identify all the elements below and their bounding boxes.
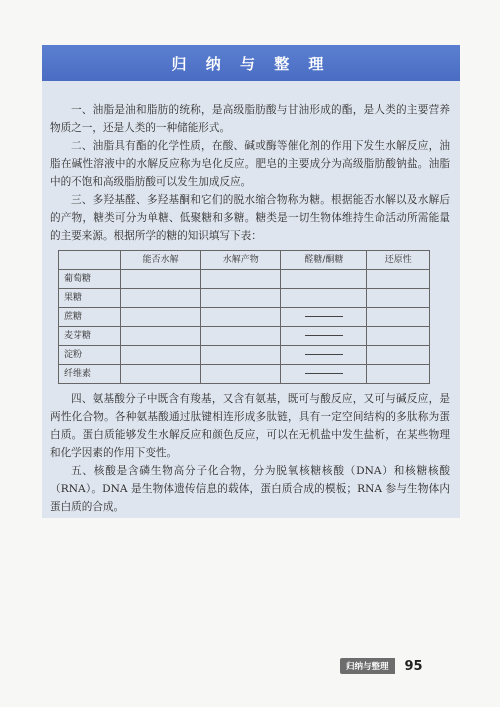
table-row xyxy=(59,308,430,327)
table-row xyxy=(59,346,430,365)
table-cell[interactable] xyxy=(281,270,367,289)
table-cell[interactable] xyxy=(367,308,430,327)
table-cell[interactable] xyxy=(201,327,281,346)
table-row xyxy=(59,270,430,289)
table-cell[interactable] xyxy=(201,346,281,365)
table-cell[interactable] xyxy=(367,346,430,365)
table-cell[interactable] xyxy=(367,270,430,289)
table-cell[interactable] xyxy=(121,289,201,308)
table-cell[interactable] xyxy=(121,346,201,365)
table-cell[interactable] xyxy=(121,308,201,327)
summary-panel xyxy=(42,45,460,518)
table-cell[interactable] xyxy=(201,289,281,308)
row-label: 果糖 xyxy=(59,289,121,308)
row-label: 淀粉 xyxy=(59,346,121,365)
table-cell[interactable] xyxy=(367,327,430,346)
table-header-aldose-ketose: 醛糖/酮糖 xyxy=(281,251,367,270)
table-cell-dash xyxy=(281,365,367,384)
table-header-reducing: 还原性 xyxy=(367,251,430,270)
table-cell[interactable] xyxy=(121,365,201,384)
table-cell-dash xyxy=(281,346,367,365)
table-cell[interactable] xyxy=(367,289,430,308)
table-cell[interactable] xyxy=(367,365,430,384)
table-cell[interactable] xyxy=(201,365,281,384)
dash-mark xyxy=(305,335,343,336)
dash-mark xyxy=(305,354,343,355)
table-row xyxy=(59,289,430,308)
footer-section-label: 归纳与整理 xyxy=(340,658,395,674)
table-header-products: 水解产物 xyxy=(201,251,281,270)
row-label: 麦芽糖 xyxy=(59,327,121,346)
table-header-row xyxy=(59,251,430,270)
table-header-hydrolysis: 能否水解 xyxy=(121,251,201,270)
table-header-corner xyxy=(59,251,121,270)
dash-mark xyxy=(305,316,343,317)
sugar-table xyxy=(58,250,430,384)
table-row xyxy=(59,365,430,384)
summary-content xyxy=(50,101,450,516)
paragraph-3: 三、多羟基醛、多羟基酮和它们的脱水缩合物称为糖。根据能否水解以及水解后的产物，糖类可分为单糖、低聚糖和多糖。糖类是一切生物体维持生命活动所需能量的主要来源。根据所学的糖的知识填写下表： xyxy=(50,194,450,242)
table-cell[interactable] xyxy=(281,289,367,308)
paragraph-1: 一、油脂是油和脂肪的统称，是高级脂肪酸与甘油形成的酯，是人类的主要营养物质之一，还是人类的一种储能形式。 xyxy=(50,104,450,134)
row-label: 纤维素 xyxy=(59,365,121,384)
row-label: 葡萄糖 xyxy=(59,270,121,289)
paragraph-2: 二、油脂具有酯的化学性质，在酸、碱或酶等催化剂的作用下发生水解反应，油脂在碱性溶液中的水解反应称为皂化反应。肥皂的主要成分为高级脂肪酸钠盐。油脂中的不饱和高级脂肪酸可以发生加成反应。 xyxy=(50,140,450,188)
page-footer xyxy=(340,658,423,674)
table-cell[interactable] xyxy=(121,270,201,289)
dash-mark xyxy=(305,373,343,374)
page-number: 95 xyxy=(404,658,423,674)
paragraph-4: 四、氨基酸分子中既含有羧基，又含有氨基，既可与酸反应，又可与碱反应，是两性化合物。各种氨基酸通过肽键相连形成多肽链，具有一定空间结构的多肽称为蛋白质。蛋白质能够发生水解反应和颜色反应，可以在无机盐中发生盐析，在某些物理和化学因素的作用下变性。 xyxy=(50,393,450,459)
table-cell[interactable] xyxy=(201,308,281,327)
table-cell-dash xyxy=(281,327,367,346)
table-cell-dash xyxy=(281,308,367,327)
paragraph-5: 五、核酸是含磷生物高分子化合物，分为脱氧核糖核酸（DNA）和核糖核酸（RNA）。DNA 是生物体遗传信息的载体，蛋白质合成的模板；RNA 参与生物体内蛋白质的合成。 xyxy=(50,465,450,513)
table-row xyxy=(59,327,430,346)
table-cell[interactable] xyxy=(121,327,201,346)
table-cell[interactable] xyxy=(201,270,281,289)
section-title: 归 纳 与 整 理 xyxy=(171,54,331,73)
row-label: 蔗糖 xyxy=(59,308,121,327)
section-banner xyxy=(42,45,460,81)
